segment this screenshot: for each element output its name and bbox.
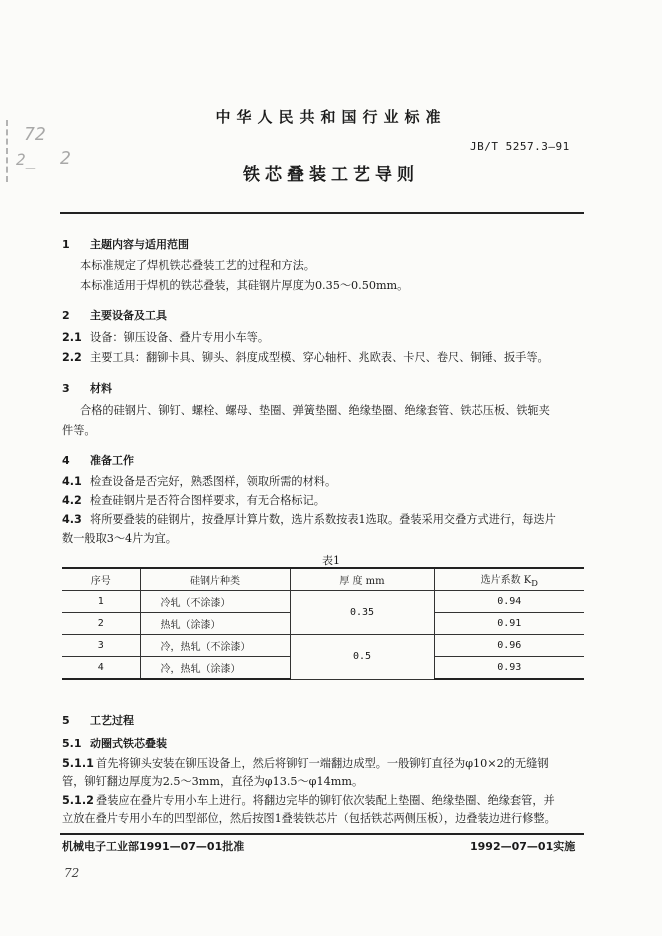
table-1 [62,567,584,680]
cell-kind: 冷轧（不涂漆） [140,591,290,613]
implementation-line: 1992—07—01实施 [470,840,576,853]
clause-5-1-2: 5.1.2 叠装应在叠片专用小车上进行。将翻边完毕的铆钉依次装配上垫圈、绝缘垫圈、绝缘套管，并 [62,794,555,807]
library-stamp: 72 2_ 2 [6,120,100,182]
clause-4-3-cont: 数一般取3～4片为宜。 [62,532,177,545]
cell-no: 2 [62,613,140,635]
section-1-paragraph-1: 本标准规定了焊机铁芯叠装工艺的过程和方法。 [80,259,315,272]
clause-4-1: 4.1 检查设备是否完好，熟悉图样，领取所需的材料。 [62,475,337,488]
cell-coef: 0.94 [434,591,584,613]
approval-line: 机械电子工业部1991—07—01批准 [62,840,245,853]
page-number: 72 [64,866,80,880]
section-2-heading: 2 主要设备及工具 [62,309,167,322]
clause-5-1-1: 5.1.1 首先将铆头安装在铆压设备上，然后将铆钉一端翻边成型。一般铆钉直径为φ10×2的无缝钢 [62,757,549,770]
document-title: 铁芯叠装工艺导则 [243,165,419,185]
standard-code: JB/T 5257.3—91 [470,140,570,153]
subsection-5-1-heading: 5.1 动圈式铁芯叠装 [62,737,167,750]
standard-title: 中华人民共和国行业标准 [215,108,447,126]
cell-coef: 0.96 [434,635,584,657]
clause-5-1-2-cont: 立放在叠片专用小车的凹型部位，然后按图1叠装铁芯片（包括铁芯两侧压板），边叠装边进行修整。 [62,812,556,825]
cell-no: 3 [62,635,140,657]
header-no: 序号 [62,568,140,591]
cell-coef: 0.91 [434,613,584,635]
clause-4-3: 4.3 将所要叠装的硅钢片，按叠厚计算片数，选片系数按表1选取。叠装采用交叠方式进行，每迭片 [62,513,556,526]
clause-2-1: 2.1 设备：铆压设备、叠片专用小车等。 [62,331,270,344]
section-5-heading: 5 工艺过程 [62,714,134,727]
table-1-caption: 表1 [322,554,340,567]
clause-2-2: 2.2 主要工具：翻铆卡具、铆头、斜度成型模、穿心轴杆、兆欧表、卡尺、卷尺、铜锤、扳手等。 [62,351,549,364]
clause-5-1-1-cont: 管，铆钉翻边厚度为2.5～3mm，直径为φ13.5～φ14mm。 [62,775,364,788]
clause-4-2: 4.2 检查硅钢片是否符合图样要求，有无合格标记。 [62,494,325,507]
footer-divider [60,833,584,835]
cell-no: 4 [62,657,140,680]
header-coefficient: 选片系数 $K_D$ [434,568,584,591]
cell-coef: 0.93 [434,657,584,680]
table-row [62,635,584,657]
section-3-paragraph-cont: 件等。 [62,424,96,437]
section-1-paragraph-2: 本标准适用于焊机的铁芯叠装，其硅钢片厚度为0.35～0.50mm。 [80,279,409,292]
section-3-paragraph: 合格的硅钢片、铆钉、螺栓、螺母、垫圈、弹簧垫圈、绝缘垫圈、绝缘套管、铁芯压板、铁轭夹 [80,404,550,417]
header-divider [60,212,584,214]
section-1-heading: 1 主题内容与适用范围 [62,238,189,251]
header-kind: 硅钢片种类 [140,568,290,591]
cell-kind: 冷，热轧（涂漆） [140,657,290,680]
cell-no: 1 [62,591,140,613]
cell-kind: 热轧（涂漆） [140,613,290,635]
cell-thickness: 0.35 [290,591,434,635]
cell-thickness: 0.5 [290,635,434,680]
section-4-heading: 4 准备工作 [62,454,134,467]
table-header-row [62,568,584,591]
cell-kind: 冷，热轧（不涂漆） [140,635,290,657]
table-row [62,591,584,613]
section-3-heading: 3 材料 [62,382,112,395]
header-thickness: 厚 度 mm [290,568,434,591]
